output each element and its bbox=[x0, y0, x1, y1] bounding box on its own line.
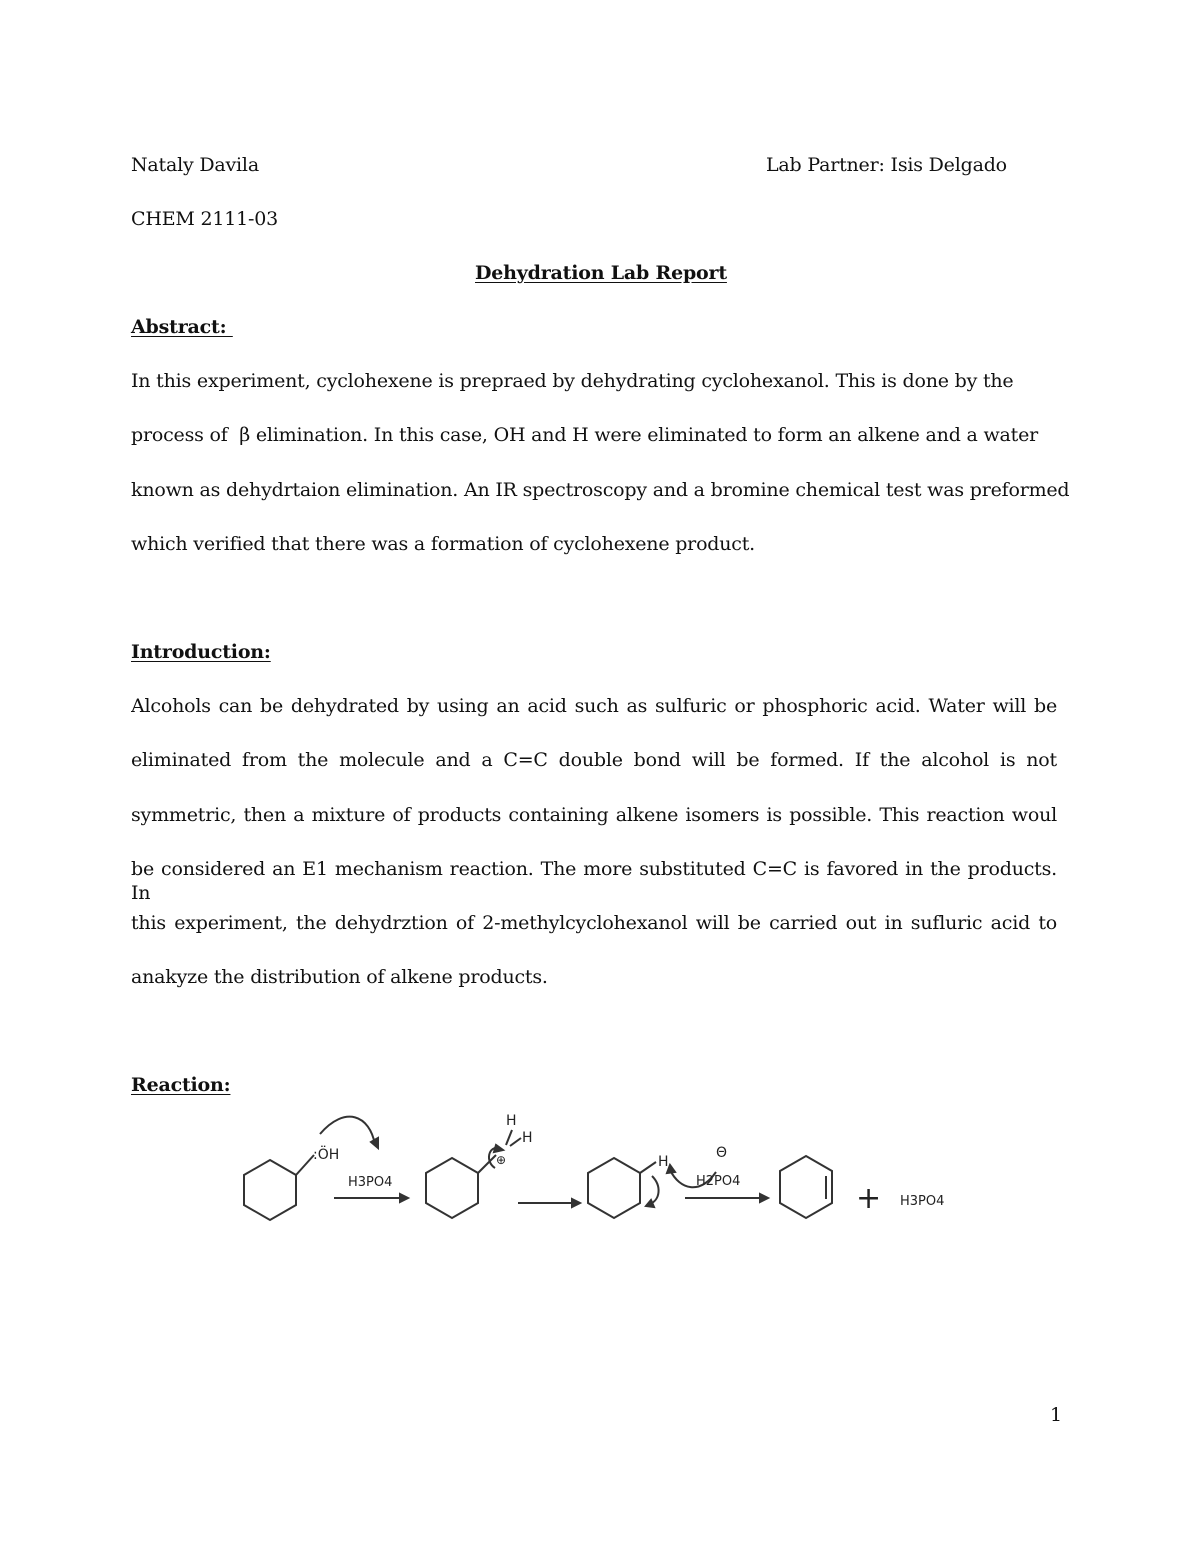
hydrogen-label-right: H bbox=[522, 1130, 533, 1146]
abstract-line: known as dehydrtaion elimination. An IR spectroscopy and a bromine chemical test was preformed bbox=[131, 478, 1070, 501]
abstract-heading: Abstract: bbox=[131, 316, 233, 338]
reagent-label-1: H3PO4 bbox=[348, 1175, 393, 1190]
author-name: Nataly Davila bbox=[131, 154, 259, 176]
product-label: H3PO4 bbox=[900, 1194, 945, 1209]
carbocation-ring bbox=[588, 1158, 640, 1218]
hydrogen-label-mid: H bbox=[658, 1154, 669, 1170]
hydroxyl-label: :ÖH bbox=[313, 1147, 340, 1163]
reaction-scheme bbox=[230, 1100, 970, 1250]
cyclohexanol-ring bbox=[244, 1160, 296, 1220]
charge-label: ⊕ bbox=[496, 1153, 507, 1167]
abstract-line: which verified that there was a formation of cyclohexene product. bbox=[131, 532, 756, 555]
page-number: 1 bbox=[1050, 1404, 1063, 1426]
arrowhead-icon bbox=[494, 1145, 503, 1152]
c-o-bond bbox=[296, 1155, 314, 1175]
c-h-bond bbox=[640, 1162, 656, 1173]
introduction-line: anakyze the distribution of alkene products. bbox=[131, 966, 548, 989]
oxonium-ring bbox=[426, 1158, 478, 1218]
introduction-heading: Introduction: bbox=[131, 641, 271, 663]
introduction-line: Alcohols can be dehydrated by using an acid such as sulfuric or phosphoric acid. Water will be bbox=[131, 695, 1057, 717]
abstract-body bbox=[131, 369, 1070, 586]
arrowhead-icon bbox=[371, 1138, 378, 1148]
arrowhead-icon bbox=[646, 1200, 654, 1207]
abstract-line: In this experiment, cyclohexene is prepraed by dehydrating cyclohexanol. This is done by the bbox=[131, 370, 1014, 392]
o-h-bond-2 bbox=[510, 1138, 521, 1146]
reaction-heading: Reaction: bbox=[131, 1074, 231, 1096]
reagent-label-2: H2PO4 bbox=[696, 1174, 741, 1189]
arrowhead-icon bbox=[400, 1194, 408, 1202]
introduction-line: eliminated from the molecule and a C=C double bond will be formed. If the alcohol is not bbox=[131, 749, 1057, 772]
abstract-line: process of β elimination. In this case, OH and H were eliminated to form an alkene and a water bbox=[131, 424, 1039, 447]
course-code: CHEM 2111-03 bbox=[131, 208, 279, 230]
lab-partner: Lab Partner: Isis Delgado bbox=[766, 154, 1007, 176]
arrowhead-icon bbox=[760, 1194, 768, 1202]
introduction-body bbox=[131, 694, 1057, 1020]
arrowhead-icon bbox=[572, 1199, 580, 1207]
hydrogen-label-top: H bbox=[506, 1113, 517, 1129]
o-h-bond bbox=[506, 1130, 512, 1145]
c-o-bond-2 bbox=[478, 1155, 496, 1173]
introduction-line: symmetric, then a mixture of products containing alkene isomers is possible. This reaction woul bbox=[131, 803, 1057, 826]
anion-charge-label: Θ bbox=[716, 1145, 728, 1161]
cyclohexene-ring bbox=[780, 1156, 832, 1218]
report-title: Dehydration Lab Report bbox=[475, 262, 727, 284]
curved-arrow-icon bbox=[320, 1117, 375, 1145]
plus-sign: + bbox=[856, 1181, 882, 1216]
introduction-line: this experiment, the dehydrztion of 2-methylcyclohexanol will be carried out in sufluric acid to bbox=[131, 912, 1057, 935]
introduction-line: be considered an E1 mechanism reaction. The more substituted C=C is favored in the products. In bbox=[131, 857, 1057, 904]
